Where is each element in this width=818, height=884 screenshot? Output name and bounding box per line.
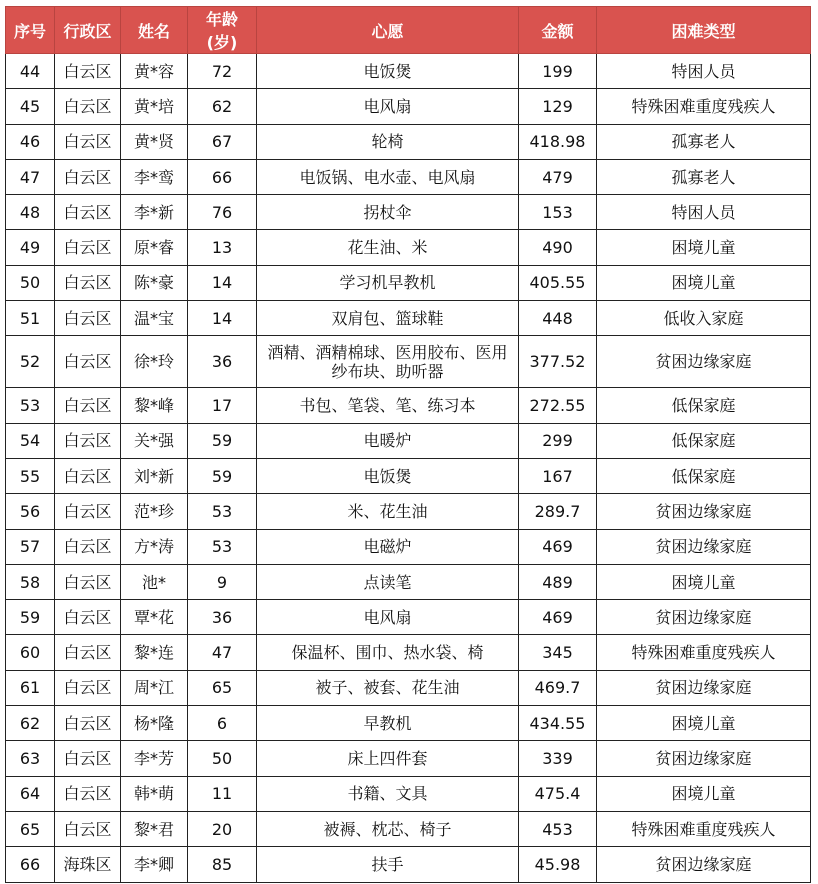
- cell-amount: 377.52: [519, 336, 597, 388]
- cell-wish: 扶手: [257, 847, 519, 882]
- table-row: [6, 423, 811, 458]
- cell-wish: 保温杯、围巾、热水袋、椅: [257, 635, 519, 670]
- cell-amount: 469: [519, 529, 597, 564]
- cell-age: 65: [188, 670, 257, 705]
- cell-district: 白云区: [55, 423, 121, 458]
- cell-district: 白云区: [55, 741, 121, 776]
- cell-no: 59: [6, 600, 55, 635]
- table-row: [6, 847, 811, 882]
- cell-district: 白云区: [55, 54, 121, 89]
- table-row: [6, 124, 811, 159]
- cell-age: 36: [188, 336, 257, 388]
- table-row: [6, 670, 811, 705]
- cell-amount: 272.55: [519, 388, 597, 423]
- cell-hardship-type: 贫困边缘家庭: [597, 847, 811, 882]
- cell-district: 白云区: [55, 89, 121, 124]
- cell-hardship-type: 低保家庭: [597, 388, 811, 423]
- cell-wish: 早教机: [257, 706, 519, 741]
- cell-age: 14: [188, 265, 257, 300]
- cell-age: 72: [188, 54, 257, 89]
- cell-wish: 床上四件套: [257, 741, 519, 776]
- cell-no: 54: [6, 423, 55, 458]
- cell-district: 白云区: [55, 458, 121, 493]
- cell-age: 62: [188, 89, 257, 124]
- cell-name: 周*江: [121, 670, 188, 705]
- cell-hardship-type: 特殊困难重度残疾人: [597, 89, 811, 124]
- cell-district: 白云区: [55, 776, 121, 811]
- wish-table: [5, 6, 811, 883]
- cell-wish: 轮椅: [257, 124, 519, 159]
- cell-hardship-type: 困境儿童: [597, 776, 811, 811]
- cell-hardship-type: 低保家庭: [597, 423, 811, 458]
- cell-name: 池*: [121, 564, 188, 599]
- cell-wish: 电饭煲: [257, 54, 519, 89]
- cell-district: 白云区: [55, 265, 121, 300]
- cell-no: 47: [6, 159, 55, 194]
- cell-no: 49: [6, 230, 55, 265]
- cell-age: 59: [188, 423, 257, 458]
- cell-district: 白云区: [55, 529, 121, 564]
- cell-wish: 点读笔: [257, 564, 519, 599]
- cell-amount: 345: [519, 635, 597, 670]
- cell-wish: 书包、笔袋、笔、练习本: [257, 388, 519, 423]
- cell-name: 黎*峰: [121, 388, 188, 423]
- cell-no: 62: [6, 706, 55, 741]
- cell-name: 方*涛: [121, 529, 188, 564]
- cell-age: 85: [188, 847, 257, 882]
- cell-amount: 469: [519, 600, 597, 635]
- cell-district: 白云区: [55, 635, 121, 670]
- header-row: [6, 7, 811, 54]
- cell-name: 覃*花: [121, 600, 188, 635]
- cell-name: 杨*隆: [121, 706, 188, 741]
- cell-amount: 45.98: [519, 847, 597, 882]
- cell-name: 黎*连: [121, 635, 188, 670]
- cell-hardship-type: 贫困边缘家庭: [597, 670, 811, 705]
- cell-district: 海珠区: [55, 847, 121, 882]
- cell-amount: 489: [519, 564, 597, 599]
- cell-age: 36: [188, 600, 257, 635]
- cell-name: 黄*培: [121, 89, 188, 124]
- table-row: [6, 741, 811, 776]
- cell-amount: 448: [519, 301, 597, 336]
- cell-no: 63: [6, 741, 55, 776]
- cell-wish: 酒精、酒精棉球、医用胶布、医用纱布块、助听器: [257, 336, 519, 388]
- cell-hardship-type: 困境儿童: [597, 706, 811, 741]
- cell-amount: 199: [519, 54, 597, 89]
- cell-name: 刘*新: [121, 458, 188, 493]
- cell-wish: 花生油、米: [257, 230, 519, 265]
- cell-amount: 289.7: [519, 494, 597, 529]
- cell-district: 白云区: [55, 564, 121, 599]
- cell-name: 范*珍: [121, 494, 188, 529]
- cell-wish: 米、花生油: [257, 494, 519, 529]
- cell-no: 44: [6, 54, 55, 89]
- cell-name: 韩*萌: [121, 776, 188, 811]
- table-row: [6, 265, 811, 300]
- cell-amount: 405.55: [519, 265, 597, 300]
- cell-no: 60: [6, 635, 55, 670]
- cell-no: 56: [6, 494, 55, 529]
- cell-amount: 479: [519, 159, 597, 194]
- header-name: 姓名: [121, 7, 188, 54]
- cell-district: 白云区: [55, 811, 121, 846]
- cell-no: 53: [6, 388, 55, 423]
- cell-district: 白云区: [55, 159, 121, 194]
- cell-age: 6: [188, 706, 257, 741]
- cell-district: 白云区: [55, 336, 121, 388]
- table-row: [6, 230, 811, 265]
- cell-amount: 167: [519, 458, 597, 493]
- cell-name: 李*卿: [121, 847, 188, 882]
- table-row: [6, 336, 811, 388]
- cell-wish: 电磁炉: [257, 529, 519, 564]
- cell-age: 53: [188, 494, 257, 529]
- table-row: [6, 89, 811, 124]
- cell-district: 白云区: [55, 388, 121, 423]
- cell-hardship-type: 低保家庭: [597, 458, 811, 493]
- cell-hardship-type: 贫困边缘家庭: [597, 336, 811, 388]
- header-no: 序号: [6, 7, 55, 54]
- table-row: [6, 564, 811, 599]
- cell-wish: 电饭煲: [257, 458, 519, 493]
- cell-district: 白云区: [55, 195, 121, 230]
- cell-name: 陈*豪: [121, 265, 188, 300]
- table-row: [6, 458, 811, 493]
- cell-age: 76: [188, 195, 257, 230]
- header-hardship-type: 困难类型: [597, 7, 811, 54]
- cell-no: 52: [6, 336, 55, 388]
- cell-amount: 418.98: [519, 124, 597, 159]
- cell-no: 64: [6, 776, 55, 811]
- header-district: 行政区: [55, 7, 121, 54]
- table-row: [6, 706, 811, 741]
- cell-age: 67: [188, 124, 257, 159]
- table-body: [6, 54, 811, 883]
- cell-amount: 339: [519, 741, 597, 776]
- cell-age: 11: [188, 776, 257, 811]
- cell-hardship-type: 贫困边缘家庭: [597, 529, 811, 564]
- cell-wish: 电暖炉: [257, 423, 519, 458]
- table-row: [6, 159, 811, 194]
- cell-name: 黄*贤: [121, 124, 188, 159]
- cell-wish: 被褥、枕芯、椅子: [257, 811, 519, 846]
- cell-name: 李*芳: [121, 741, 188, 776]
- cell-district: 白云区: [55, 706, 121, 741]
- cell-name: 关*强: [121, 423, 188, 458]
- cell-amount: 434.55: [519, 706, 597, 741]
- cell-wish: 被子、被套、花生油: [257, 670, 519, 705]
- cell-amount: 153: [519, 195, 597, 230]
- table-row: [6, 776, 811, 811]
- cell-name: 黎*君: [121, 811, 188, 846]
- cell-age: 20: [188, 811, 257, 846]
- cell-wish: 书籍、文具: [257, 776, 519, 811]
- table-row: [6, 635, 811, 670]
- cell-hardship-type: 孤寡老人: [597, 124, 811, 159]
- cell-hardship-type: 低收入家庭: [597, 301, 811, 336]
- cell-wish: 电风扇: [257, 89, 519, 124]
- cell-district: 白云区: [55, 494, 121, 529]
- cell-amount: 469.7: [519, 670, 597, 705]
- cell-amount: 490: [519, 230, 597, 265]
- cell-no: 65: [6, 811, 55, 846]
- cell-hardship-type: 困境儿童: [597, 564, 811, 599]
- cell-amount: 475.4: [519, 776, 597, 811]
- cell-district: 白云区: [55, 670, 121, 705]
- cell-age: 53: [188, 529, 257, 564]
- cell-no: 48: [6, 195, 55, 230]
- cell-age: 50: [188, 741, 257, 776]
- cell-age: 17: [188, 388, 257, 423]
- cell-hardship-type: 特困人员: [597, 195, 811, 230]
- cell-age: 47: [188, 635, 257, 670]
- cell-name: 黄*容: [121, 54, 188, 89]
- table-row: [6, 811, 811, 846]
- table-row: [6, 195, 811, 230]
- cell-hardship-type: 贫困边缘家庭: [597, 600, 811, 635]
- table-row: [6, 301, 811, 336]
- cell-no: 45: [6, 89, 55, 124]
- cell-hardship-type: 特困人员: [597, 54, 811, 89]
- cell-hardship-type: 困境儿童: [597, 230, 811, 265]
- cell-no: 46: [6, 124, 55, 159]
- cell-district: 白云区: [55, 124, 121, 159]
- header-wish: 心愿: [257, 7, 519, 54]
- cell-wish: 拐杖伞: [257, 195, 519, 230]
- cell-name: 李*新: [121, 195, 188, 230]
- cell-no: 51: [6, 301, 55, 336]
- cell-name: 温*宝: [121, 301, 188, 336]
- header-age: 年龄(岁): [188, 7, 257, 54]
- cell-age: 14: [188, 301, 257, 336]
- table-row: [6, 600, 811, 635]
- cell-no: 50: [6, 265, 55, 300]
- cell-hardship-type: 困境儿童: [597, 265, 811, 300]
- cell-district: 白云区: [55, 230, 121, 265]
- cell-age: 66: [188, 159, 257, 194]
- cell-name: 徐*玲: [121, 336, 188, 388]
- cell-district: 白云区: [55, 600, 121, 635]
- cell-hardship-type: 特殊困难重度残疾人: [597, 811, 811, 846]
- table-row: [6, 54, 811, 89]
- cell-age: 59: [188, 458, 257, 493]
- cell-no: 55: [6, 458, 55, 493]
- cell-wish: 电饭锅、电水壶、电风扇: [257, 159, 519, 194]
- table-row: [6, 529, 811, 564]
- table-row: [6, 494, 811, 529]
- cell-hardship-type: 孤寡老人: [597, 159, 811, 194]
- cell-no: 66: [6, 847, 55, 882]
- cell-no: 57: [6, 529, 55, 564]
- header-amount: 金额: [519, 7, 597, 54]
- cell-district: 白云区: [55, 301, 121, 336]
- cell-amount: 299: [519, 423, 597, 458]
- cell-hardship-type: 贫困边缘家庭: [597, 494, 811, 529]
- cell-no: 58: [6, 564, 55, 599]
- cell-age: 13: [188, 230, 257, 265]
- cell-wish: 学习机早教机: [257, 265, 519, 300]
- cell-wish: 电风扇: [257, 600, 519, 635]
- cell-no: 61: [6, 670, 55, 705]
- cell-hardship-type: 贫困边缘家庭: [597, 741, 811, 776]
- table-row: [6, 388, 811, 423]
- cell-age: 9: [188, 564, 257, 599]
- cell-hardship-type: 特殊困难重度残疾人: [597, 635, 811, 670]
- cell-name: 原*睿: [121, 230, 188, 265]
- cell-amount: 129: [519, 89, 597, 124]
- cell-wish: 双肩包、篮球鞋: [257, 301, 519, 336]
- cell-name: 李*鸾: [121, 159, 188, 194]
- cell-amount: 453: [519, 811, 597, 846]
